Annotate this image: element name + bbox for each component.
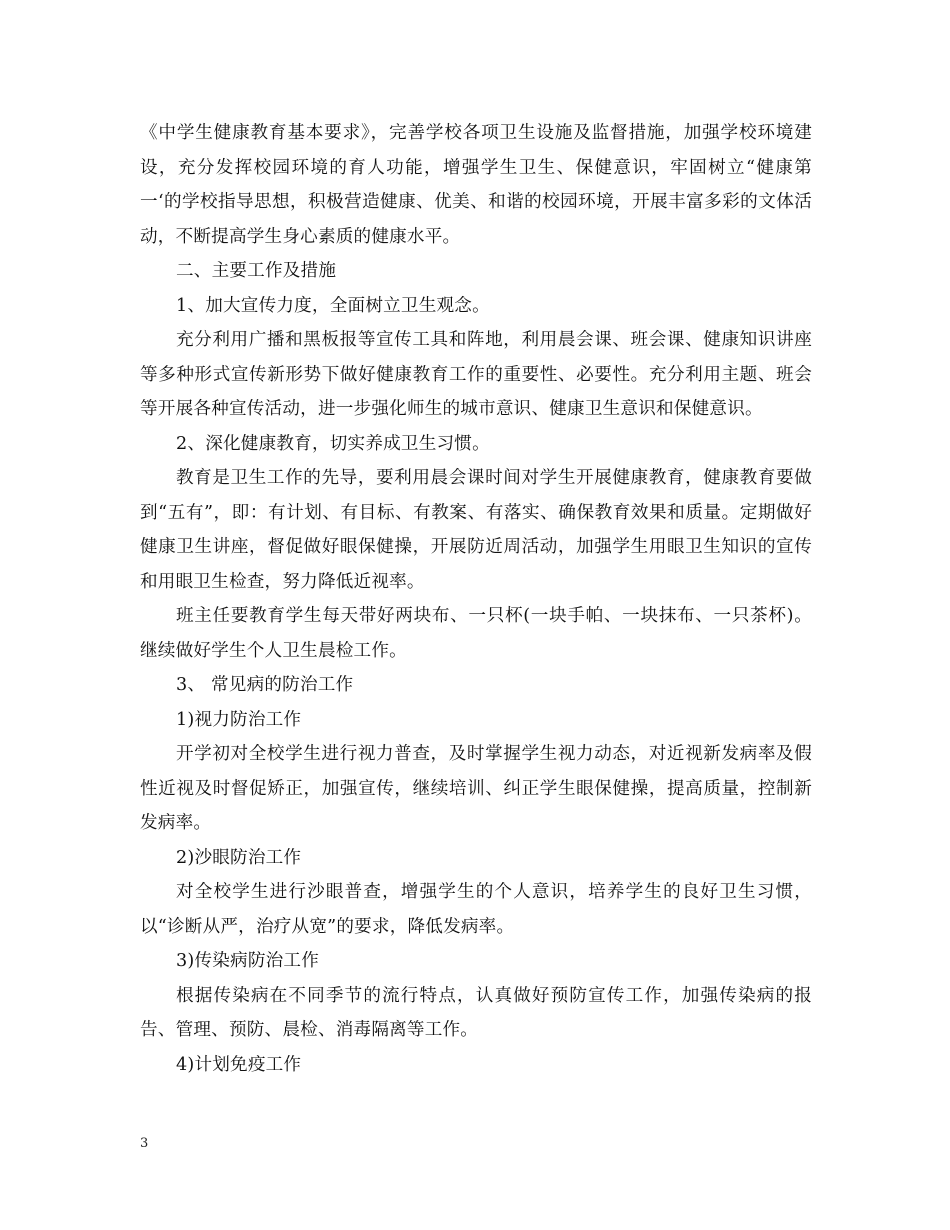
paragraph-trachoma: 对全校学生进行沙眼普查，增强学生的个人意识，培养学生的良好卫生习惯，以“诊断从严，治疗从宽”的要求，降低发病率。 bbox=[140, 882, 812, 937]
section-heading-main-work: 二、主要工作及措施 bbox=[176, 261, 337, 281]
subheading-publicity: 1、加大宣传力度，全面树立卫生观念。 bbox=[176, 295, 490, 316]
item-heading-vision: 1)视力防治工作 bbox=[176, 709, 302, 730]
paragraph-intro-continuation: 《中学生健康教育基本要求》，完善学校各项卫生设施及监督措施，加强学校环境建设，充分发挥校园环境的育人功能，增强学生卫生、保健意识，牢固树立“健康第一‘的学校指导思想，积极营造健康、优美、和谐的校园环境，开展丰富多彩的文体活动，不断提高学生身心素质的健康水平。 bbox=[140, 123, 812, 247]
paragraph-class-teacher: 班主任要教育学生每天带好两块布、一只杯(一块手帕、一块抹布、一只茶杯)。继续做好学生个人卫生晨检工作。 bbox=[140, 606, 812, 661]
paragraph-vision: 开学初对全校学生进行视力普查，及时掌握学生视力动态，对近视新发病率及假性近视及时督促矫正，加强宣传，继续培训、纠正学生眼保健操，提高质量，控制新发病率。 bbox=[140, 744, 812, 833]
item-heading-infectious-disease: 3)传染病防治工作 bbox=[176, 951, 320, 971]
paragraph-publicity: 充分利用广播和黑板报等宣传工具和阵地，利用晨会课、班会课、健康知识讲座等多种形式宣传新形势下做好健康教育工作的重要性、必要性。充分利用主题、班会等开展各种宣传活动，进一步强化师生的城市意识、健康卫生意识和保健意识。 bbox=[140, 330, 812, 419]
page-number: 3 bbox=[140, 1136, 149, 1151]
subheading-common-diseases: 3、 常见病的防治工作 bbox=[176, 675, 354, 695]
subheading-health-education: 2、深化健康教育，切实养成卫生习惯。 bbox=[176, 433, 490, 454]
document-body bbox=[140, 116, 812, 1082]
paragraph-infectious-disease: 根据传染病在不同季节的流行特点，认真做好预防宣传工作，加强传染病的报告、管理、预防、晨检、消毒隔离等工作。 bbox=[140, 985, 812, 1040]
paragraph-health-education: 教育是卫生工作的先导，要利用晨会课时间对学生开展健康教育，健康教育要做到“五有”，即：有计划、有目标、有教案、有落实、确保教育效果和质量。定期做好健康卫生讲座，督促做好眼保健操，开展防近周活动，加强学生用眼卫生知识的宣传和用眼卫生检查，努力降低近视率。 bbox=[140, 468, 812, 592]
item-heading-trachoma: 2)沙眼防治工作 bbox=[176, 847, 302, 868]
item-heading-immunization: 4)计划免疫工作 bbox=[176, 1054, 302, 1075]
